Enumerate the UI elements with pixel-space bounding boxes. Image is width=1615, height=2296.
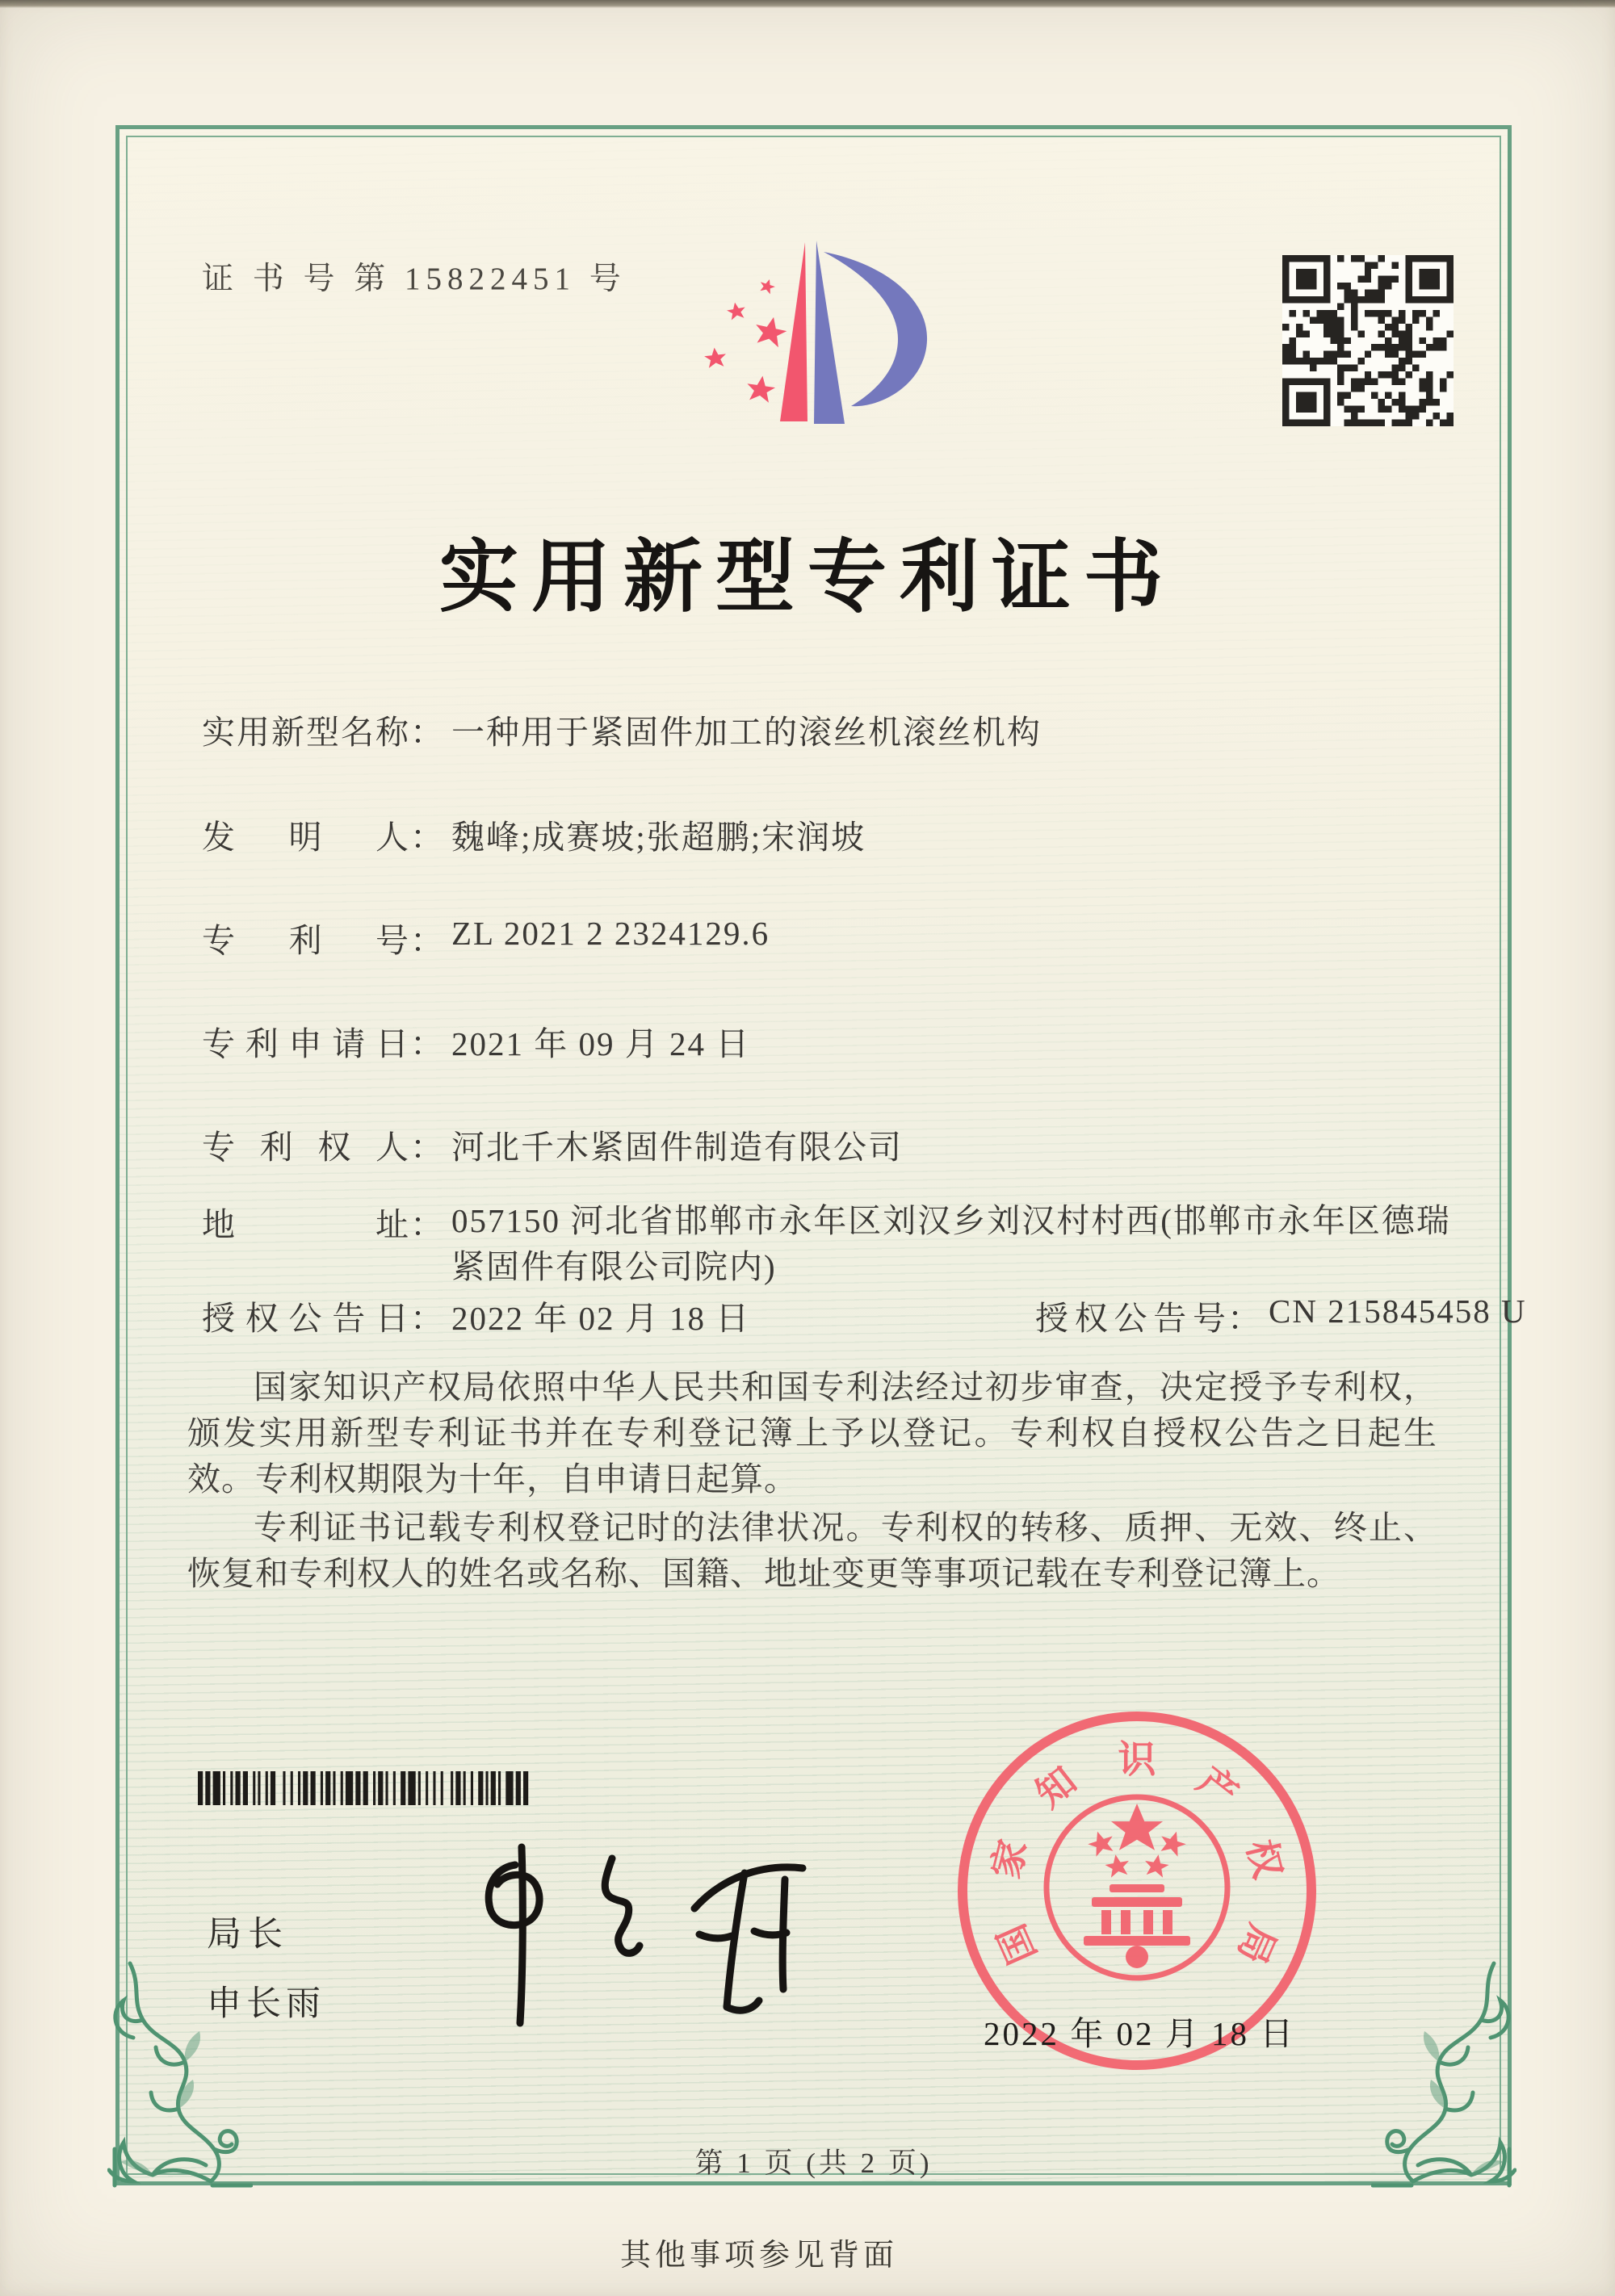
field-label: 专利权人 <box>202 1129 409 1166</box>
field-value: 2021 年 09 月 24 日 <box>451 1025 751 1062</box>
field-value: 魏峰;成赛坡;张超鹏;宋润坡 <box>451 819 866 856</box>
field-grant-date <box>202 1292 1527 1339</box>
legal-paragraph-2: 专利证书记载专利权登记时的法律状况。专利权的转移、质押、无效、终止、恢复和专利权人的姓名或名称、国籍、地址变更等事项记载在专利登记簿上。 <box>187 1509 1437 1592</box>
field-grant-number <box>1035 1292 1527 1339</box>
commissioner-title: 局长 <box>207 1915 289 1954</box>
photo-edge <box>0 0 1615 8</box>
field-label: 专利号 <box>202 922 409 959</box>
seal-char: 家 <box>984 1835 1035 1883</box>
signature-graphic <box>420 1831 856 2041</box>
certificate-title: 实用新型专利证书 <box>438 534 1176 622</box>
field-address <box>202 1198 1485 1290</box>
back-note: 其他事项参见背面 <box>619 2239 898 2273</box>
field-colon: ： <box>410 819 443 856</box>
field-value: 河北千木紧固件制造有限公司 <box>451 1129 903 1166</box>
seal-char: 权 <box>1239 1835 1290 1883</box>
barcode <box>198 1771 533 1805</box>
field-label: 地址 <box>202 1206 409 1243</box>
field-patent-number <box>202 914 770 962</box>
field-label: 发明人 <box>202 819 409 856</box>
field-label: 授权公告日 <box>202 1300 409 1337</box>
field-filing-date <box>202 1017 750 1065</box>
field-colon: ： <box>410 922 443 959</box>
field-inventors <box>202 811 866 858</box>
field-patentee <box>202 1121 903 1168</box>
field-colon: ： <box>1227 1300 1261 1337</box>
field-value: ZL 2021 2 2324129.6 <box>451 915 770 952</box>
field-value: 一种用于紧固件加工的滚丝机滚丝机构 <box>451 714 1042 751</box>
qr-code <box>1282 255 1454 426</box>
seal-char: 局 <box>1230 1918 1285 1971</box>
field-colon: ： <box>410 1025 443 1062</box>
field-value: 057150 河北省邯郸市永年区刘汉乡刘汉村村西(邯郸市永年区德瑞紧固件有限公司院内) <box>451 1202 1451 1285</box>
field-colon: ： <box>410 1129 443 1166</box>
field-label: 授权公告号 <box>1035 1300 1226 1337</box>
legal-paragraph-1: 国家知识产权局依照中华人民共和国专利法经过初步审查，决定授予专利权，颁发实用新型专利证书并在专利登记簿上予以登记。专利权自授权公告之日起生效。专利权期限为十年，自申请日起算。 <box>187 1368 1437 1498</box>
seal-date: 2022 年 02 月 18 日 <box>984 2015 1296 2052</box>
field-utility-model-name <box>202 706 1042 753</box>
commissioner-name: 申长雨 <box>207 1984 325 2023</box>
page-number: 第 1 页 (共 2 页) <box>694 2147 933 2179</box>
field-label: 专利申请日 <box>202 1025 409 1062</box>
field-value: CN 215845458 U <box>1269 1293 1527 1330</box>
field-colon: ： <box>410 714 443 751</box>
field-value: 2022 年 02 月 18 日 <box>451 1300 751 1337</box>
field-colon: ： <box>410 1300 443 1337</box>
seal-char: 国 <box>989 1918 1044 1971</box>
certificate-number: 证 书 号 第 15822451 号 <box>202 262 627 296</box>
field-label: 实用新型名称 <box>202 714 409 751</box>
field-colon: ： <box>410 1206 443 1243</box>
cnipa-logo-icon <box>686 218 945 472</box>
seal-char: 识 <box>1118 1737 1156 1781</box>
seal-char: 产 <box>1189 1758 1247 1816</box>
seal-char: 知 <box>1027 1758 1084 1816</box>
